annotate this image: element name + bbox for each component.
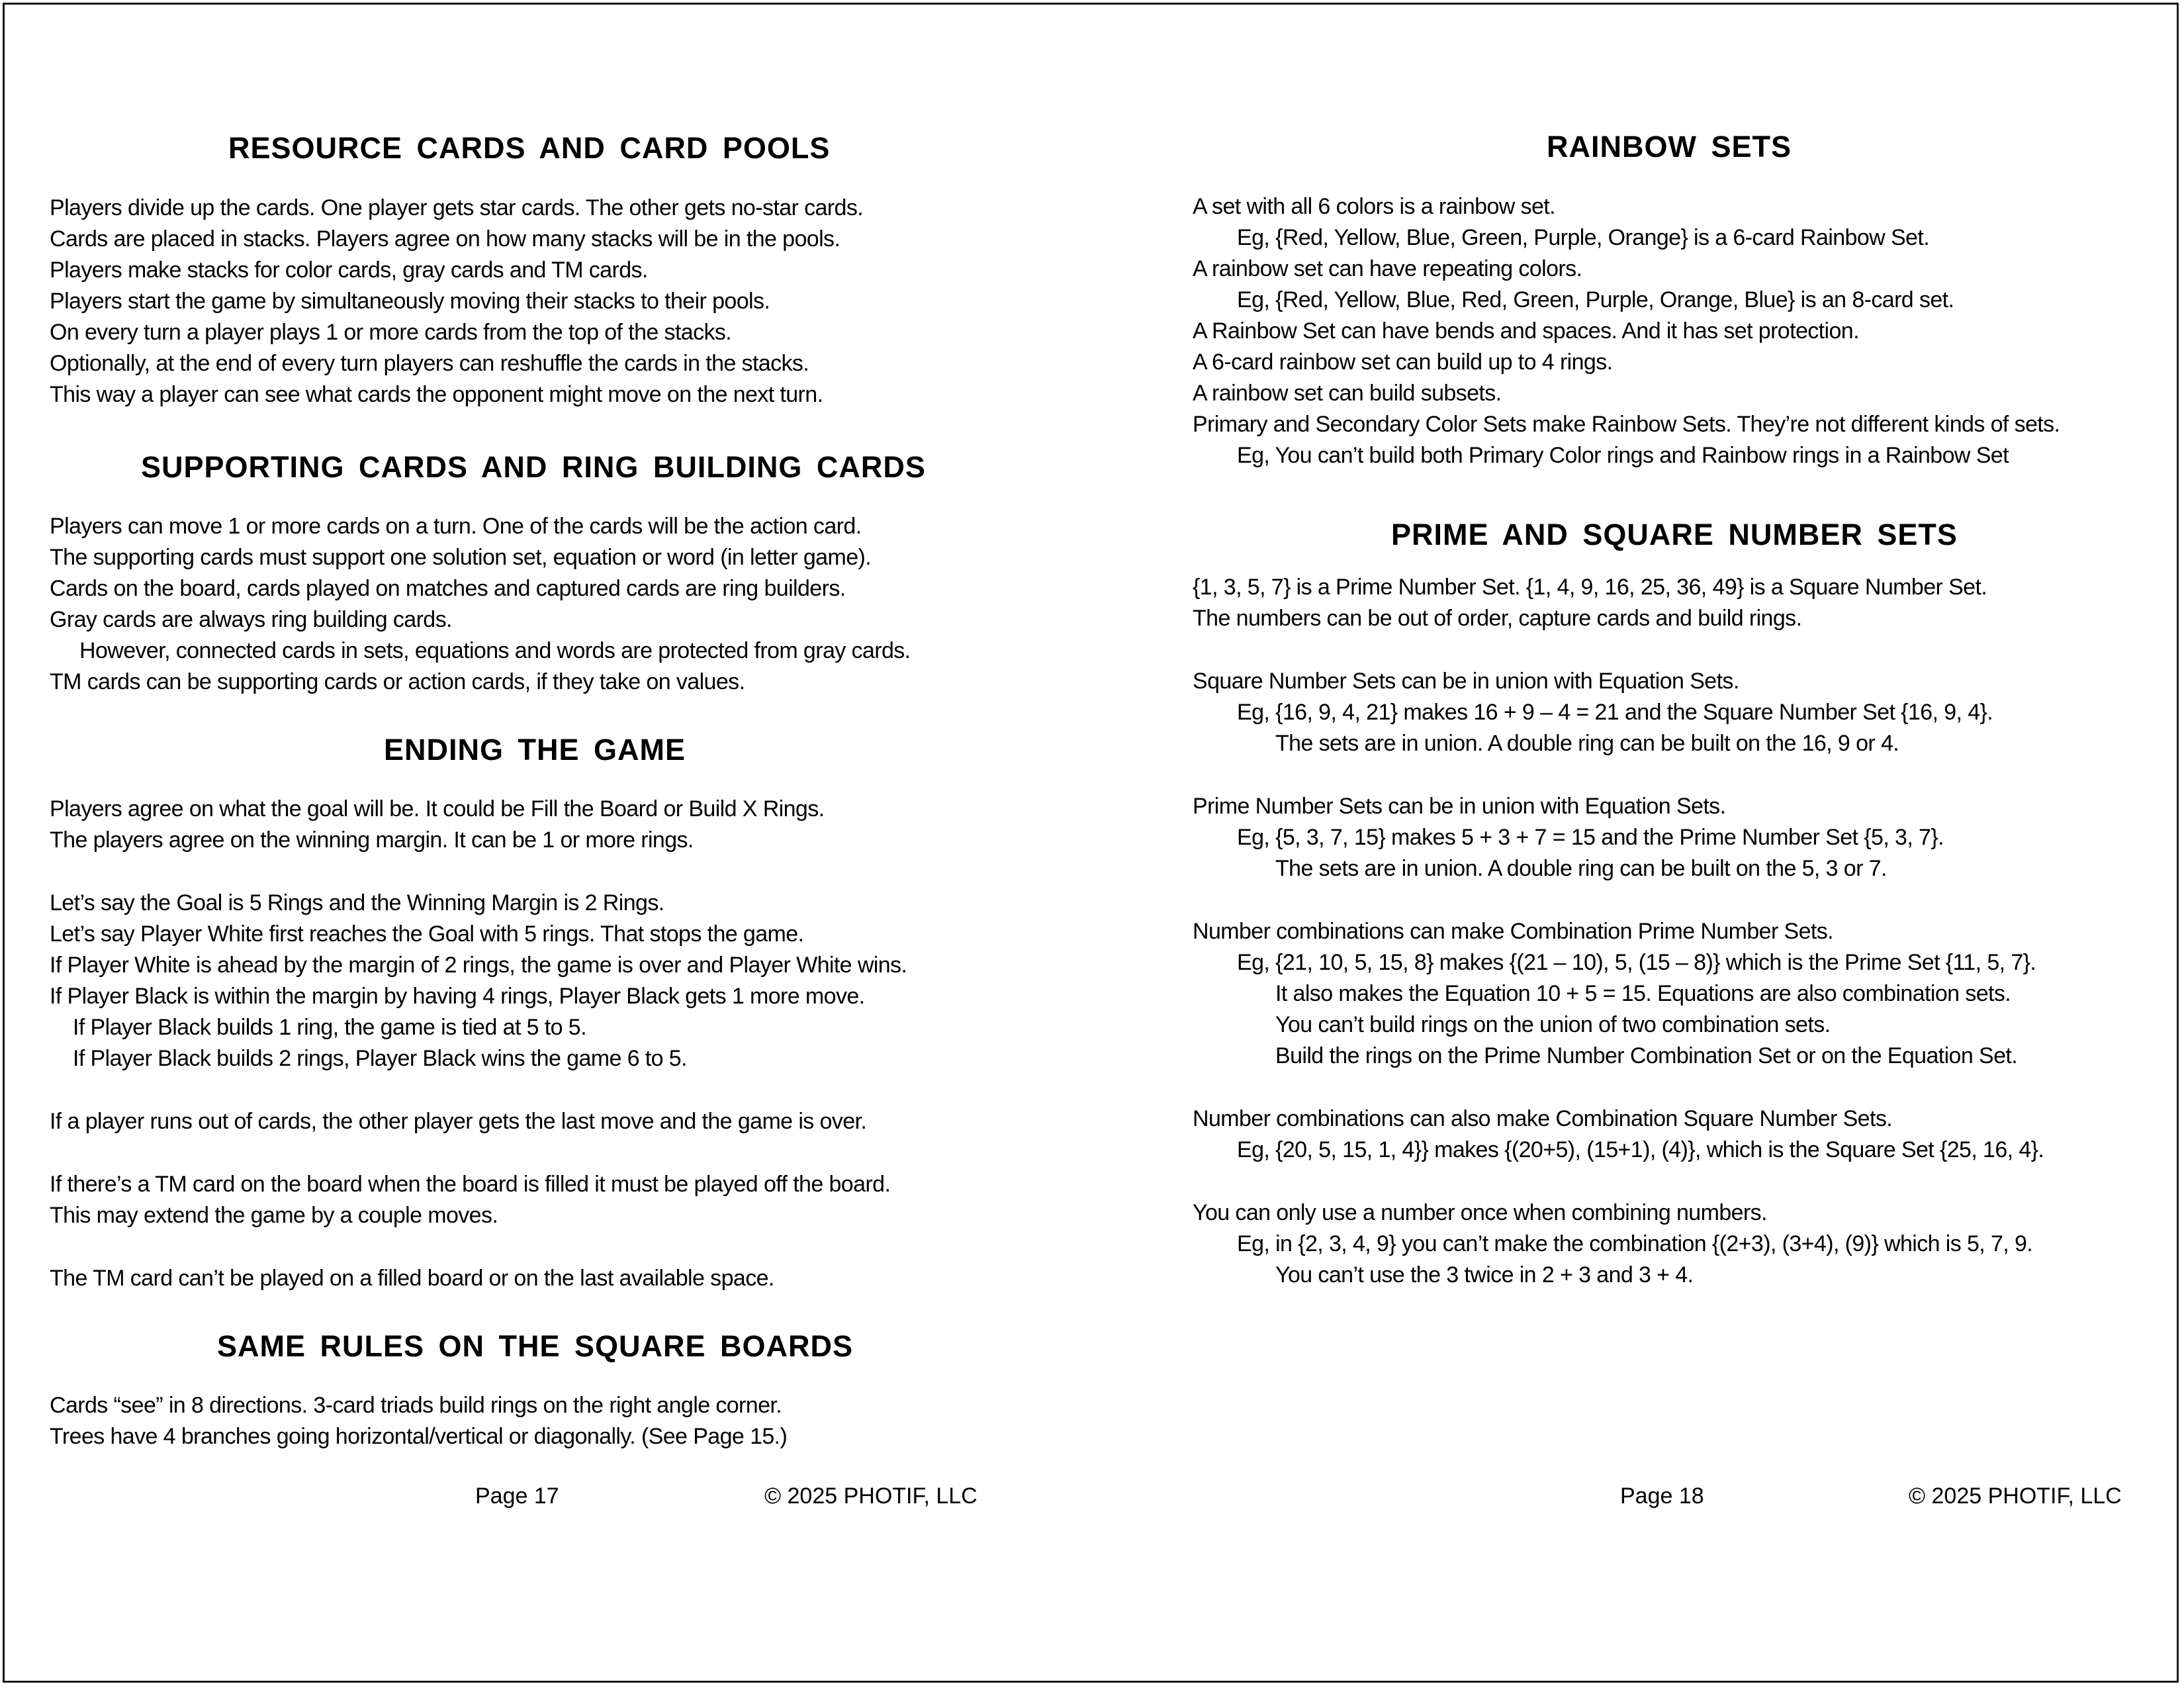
page-number: Page 18 <box>1620 1483 1704 1509</box>
text-line: This way a player can see what cards the opponent might move on the next turn. <box>50 382 823 407</box>
text-line: You can’t build rings on the union of two combination sets. <box>1275 1012 1831 1037</box>
text-line: Gray cards are always ring building cards. <box>50 607 452 632</box>
text-line: If a player runs out of cards, the other player gets the last move and the game is over. <box>50 1109 867 1134</box>
text-line: You can’t use the 3 twice in 2 + 3 and 3 + 4. <box>1275 1262 1694 1288</box>
text-line: Eg, {Red, Yellow, Blue, Green, Purple, Orange} is a 6-card Rainbow Set. <box>1237 225 1930 250</box>
text-line: A set with all 6 colors is a rainbow set. <box>1193 194 1555 219</box>
copyright: © 2025 PHOTIF, LLC <box>764 1483 978 1509</box>
text-line: Players agree on what the goal will be. It could be Fill the Board or Build X Rings. <box>50 796 825 821</box>
text-line: Number combinations can also make Combination Square Number Sets. <box>1193 1106 1893 1131</box>
text-line: Eg, {5, 3, 7, 15} makes 5 + 3 + 7 = 15 and the Prime Number Set {5, 3, 7}. <box>1237 825 1944 850</box>
text-line: It also makes the Equation 10 + 5 = 15. Equations are also combination sets. <box>1275 981 2011 1006</box>
text-line: Build the rings on the Prime Number Combination Set or on the Equation Set. <box>1275 1043 2018 1068</box>
text-line: Eg, {Red, Yellow, Blue, Red, Green, Purple, Orange, Blue} is an 8-card set. <box>1237 287 1954 312</box>
section-heading-supporting-cards: SUPPORTING CARDS AND RING BUILDING CARDS <box>141 450 926 484</box>
section-heading-resource-cards: RESOURCE CARDS AND CARD POOLS <box>228 131 831 165</box>
text-line: Eg, {16, 9, 4, 21} makes 16 + 9 – 4 = 21 and the Square Number Set {16, 9, 4}. <box>1237 700 1993 725</box>
text-line: On every turn a player plays 1 or more cards from the top of the stacks. <box>50 320 732 345</box>
text-line: Players divide up the cards. One player gets star cards. The other gets no-star cards. <box>50 195 864 220</box>
text-line: If Player Black builds 1 ring, the game is tied at 5 to 5. <box>73 1015 586 1040</box>
section-heading-ending-the-game: ENDING THE GAME <box>384 733 686 767</box>
text-line: Players can move 1 or more cards on a turn. One of the cards will be the action card. <box>50 514 862 539</box>
text-line: Eg, in {2, 3, 4, 9} you can’t make the combination {(2+3), (3+4), (9)} which is 5, 7, 9. <box>1237 1231 2033 1256</box>
text-line: Cards on the board, cards played on matches and captured cards are ring builders. <box>50 576 846 601</box>
text-line: A 6-card rainbow set can build up to 4 rings. <box>1193 350 1613 375</box>
section-heading-rainbow-sets: RAINBOW SETS <box>1547 130 1792 164</box>
text-line: {1, 3, 5, 7} is a Prime Number Set. {1, 4, 9, 16, 25, 36, 49} is a Square Number Set. <box>1193 575 1987 600</box>
text-line: A Rainbow Set can have bends and spaces. And it has set protection. <box>1193 318 1859 344</box>
text-line: If Player White is ahead by the margin of 2 rings, the game is over and Player White wins. <box>50 953 907 978</box>
text-line: The TM card can’t be played on a filled board or on the last available space. <box>50 1266 774 1291</box>
text-line: Number combinations can make Combination Prime Number Sets. <box>1193 919 1834 944</box>
text-line: Players make stacks for color cards, gray cards and TM cards. <box>50 258 648 283</box>
text-line: The players agree on the winning margin. It can be 1 or more rings. <box>50 827 694 853</box>
text-line: Prime Number Sets can be in union with Equation Sets. <box>1193 794 1726 819</box>
text-line: Let’s say the Goal is 5 Rings and the Winning Margin is 2 Rings. <box>50 890 664 915</box>
text-line: A rainbow set can build subsets. <box>1193 381 1502 406</box>
text-line: Cards “see” in 8 directions. 3-card triads build rings on the right angle corner. <box>50 1393 782 1418</box>
text-line: The sets are in union. A double ring can be built on the 5, 3 or 7. <box>1275 856 1887 881</box>
section-heading-square-boards: SAME RULES ON THE SQUARE BOARDS <box>217 1329 854 1363</box>
text-line: Optionally, at the end of every turn players can reshuffle the cards in the stacks. <box>50 351 809 376</box>
text-line: You can only use a number once when combining numbers. <box>1193 1200 1767 1225</box>
text-line: If Player Black is within the margin by having 4 rings, Player Black gets 1 more move. <box>50 984 865 1009</box>
text-line: If Player Black builds 2 rings, Player Black wins the game 6 to 5. <box>73 1046 687 1071</box>
text-line: The numbers can be out of order, capture cards and build rings. <box>1193 606 1802 631</box>
text-line: Eg, {20, 5, 15, 1, 4}} makes {(20+5), (15+1), (4)}, which is the Square Set {25, 16, 4}. <box>1237 1137 2044 1162</box>
text-line: The sets are in union. A double ring can be built on the 16, 9 or 4. <box>1275 731 1899 756</box>
text-line: A rainbow set can have repeating colors. <box>1193 256 1582 281</box>
text-line: Square Number Sets can be in union with Equation Sets. <box>1193 669 1739 694</box>
text-line: If there’s a TM card on the board when the board is filled it must be played off the board. <box>50 1172 891 1197</box>
text-line: Players start the game by simultaneously moving their stacks to their pools. <box>50 289 770 314</box>
text-line: This may extend the game by a couple moves. <box>50 1203 498 1228</box>
text-line: Trees have 4 branches going horizontal/vertical or diagonally. (See Page 15.) <box>50 1424 788 1449</box>
section-heading-prime-square: PRIME AND SQUARE NUMBER SETS <box>1391 518 1958 551</box>
text-line: TM cards can be supporting cards or action cards, if they take on values. <box>50 669 745 694</box>
text-line: However, connected cards in sets, equations and words are protected from gray cards. <box>79 638 911 663</box>
page-number: Page 17 <box>475 1483 559 1509</box>
text-line: Cards are placed in stacks. Players agree on how many stacks will be in the pools. <box>50 226 841 252</box>
text-line: Primary and Secondary Color Sets make Rainbow Sets. They’re not different kinds of sets. <box>1193 412 2060 437</box>
text-line: Eg, {21, 10, 5, 15, 8} makes {(21 – 10), 5, (15 – 8)} which is the Prime Set {11, 5, 7}. <box>1237 950 2036 975</box>
copyright: © 2025 PHOTIF, LLC <box>1909 1483 2122 1509</box>
text-line: Let’s say Player White first reaches the Goal with 5 rings. That stops the game. <box>50 921 804 947</box>
text-line: The supporting cards must support one solution set, equation or word (in letter game). <box>50 545 872 570</box>
text-line: Eg, You can’t build both Primary Color rings and Rainbow rings in a Rainbow Set <box>1237 443 2009 468</box>
